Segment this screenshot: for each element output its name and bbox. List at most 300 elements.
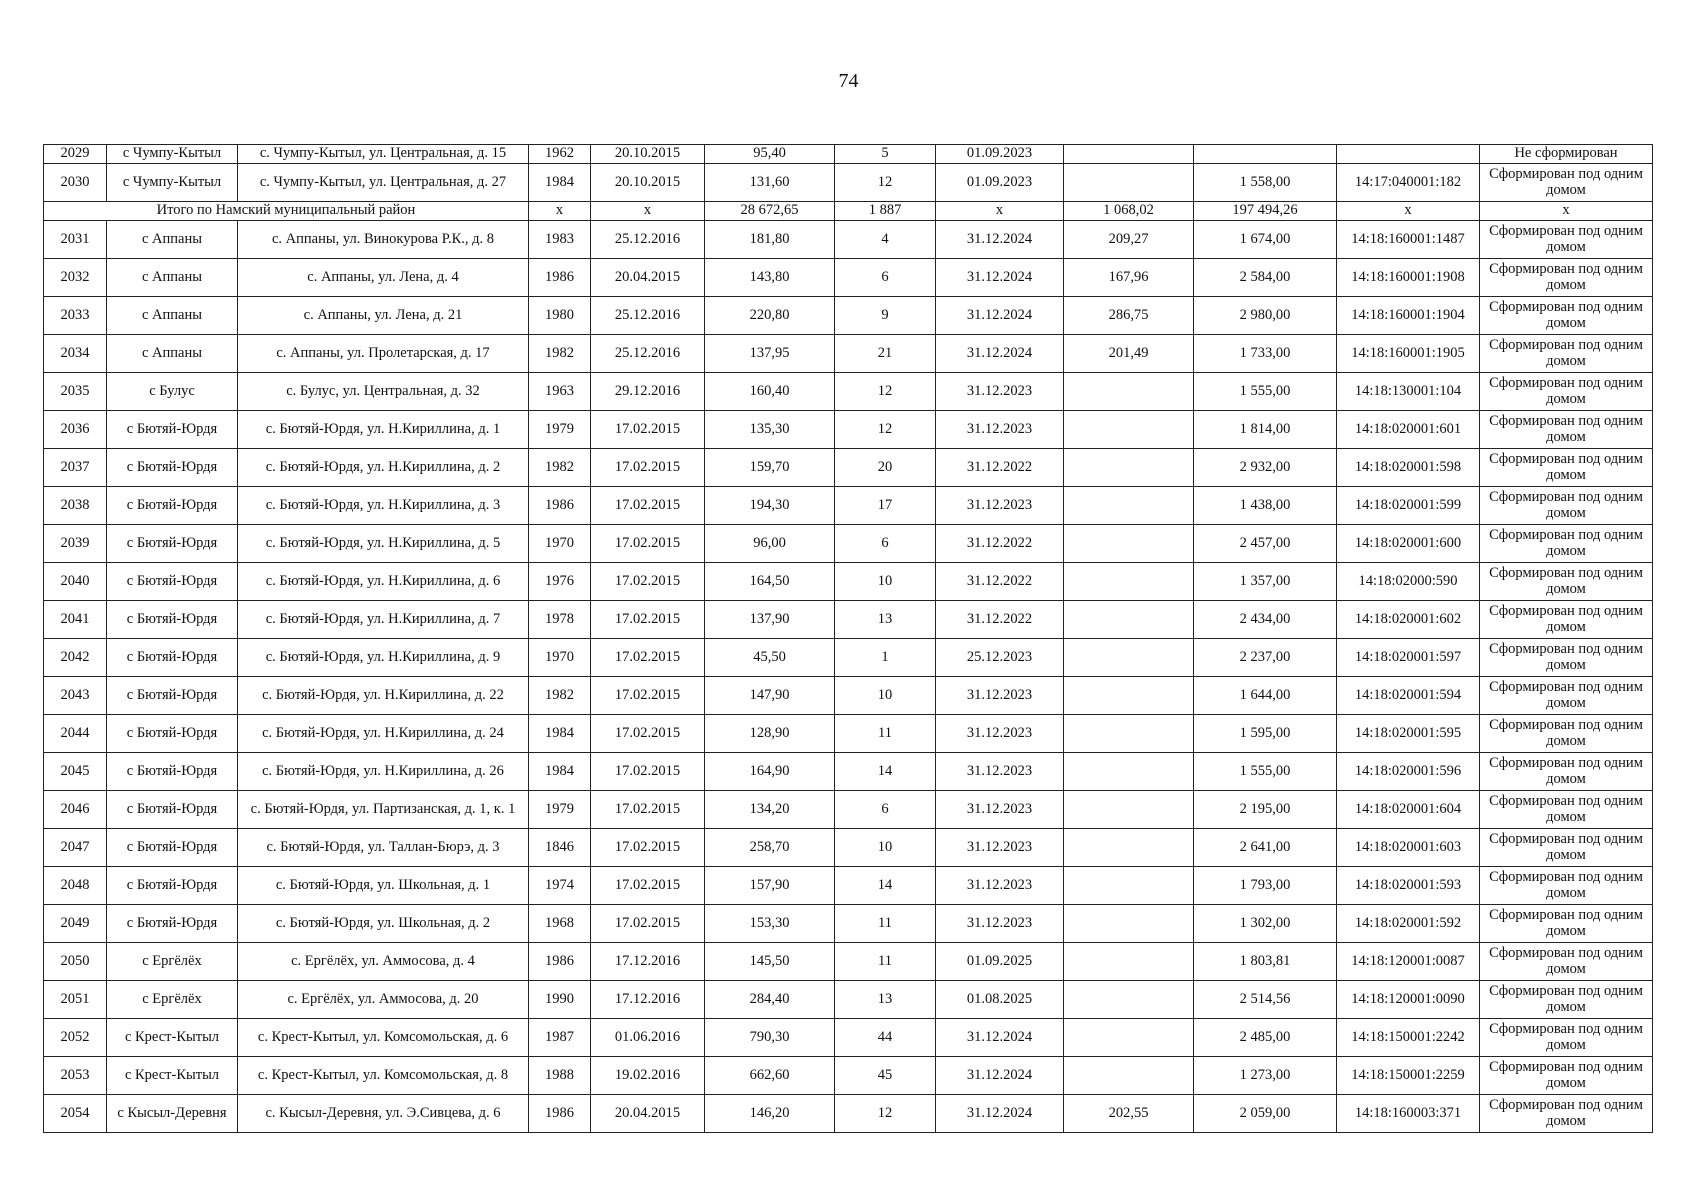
cost-cell <box>1064 525 1194 563</box>
cadastral-cell: 14:18:020001:603 <box>1337 829 1480 867</box>
cadastral-cell: 14:18:020001:597 <box>1337 639 1480 677</box>
cadastral-cell: 14:18:020001:604 <box>1337 791 1480 829</box>
table-row <box>44 335 1653 373</box>
value-cell: 2 237,00 <box>1194 639 1337 677</box>
date-cell: 19.02.2016 <box>591 1057 705 1095</box>
cadastral-cell: 14:18:120001:0090 <box>1337 981 1480 1019</box>
address-cell: с. Ергёлёх, ул. Аммосова, д. 4 <box>238 943 529 981</box>
cost-cell <box>1064 563 1194 601</box>
settlement-cell: с Бютяй-Юрдя <box>107 601 238 639</box>
area-cell: 790,30 <box>705 1019 835 1057</box>
row-number-cell: 2038 <box>44 487 107 525</box>
year-cell: 1983 <box>529 221 591 259</box>
value-cell: 2 932,00 <box>1194 449 1337 487</box>
residents-cell: 10 <box>835 563 936 601</box>
date-cell: 17.02.2015 <box>591 449 705 487</box>
row-number-cell: 2052 <box>44 1019 107 1057</box>
value-cell: 1 595,00 <box>1194 715 1337 753</box>
settlement-cell: с Бютяй-Юрдя <box>107 905 238 943</box>
area-cell: 160,40 <box>705 373 835 411</box>
cost-cell <box>1064 829 1194 867</box>
row-number-cell: 2031 <box>44 221 107 259</box>
date-cell: 17.02.2015 <box>591 791 705 829</box>
settlement-cell: с Чумпу-Кытыл <box>107 164 238 202</box>
row-number-cell: 2053 <box>44 1057 107 1095</box>
status-cell: Сформирован под одним домом <box>1480 1057 1653 1095</box>
year-cell: 1987 <box>529 1019 591 1057</box>
area-cell: 137,95 <box>705 335 835 373</box>
year-cell: 1978 <box>529 601 591 639</box>
status-cell: Сформирован под одним домом <box>1480 335 1653 373</box>
total-label: Итого по Намский муниципальный район <box>44 202 529 221</box>
row-number-cell: 2042 <box>44 639 107 677</box>
date-cell: 17.02.2015 <box>591 487 705 525</box>
value-cell: 2 434,00 <box>1194 601 1337 639</box>
deadline-cell: 31.12.2023 <box>936 677 1064 715</box>
row-number-cell: 2032 <box>44 259 107 297</box>
date-cell: 17.02.2015 <box>591 829 705 867</box>
settlement-cell: с Крест-Кытыл <box>107 1057 238 1095</box>
row-number-cell: 2036 <box>44 411 107 449</box>
table-row <box>44 981 1653 1019</box>
value-cell: 1 555,00 <box>1194 373 1337 411</box>
residents-cell: 17 <box>835 487 936 525</box>
table-row <box>44 715 1653 753</box>
status-cell: Не сформирован <box>1480 145 1653 164</box>
deadline-cell: 31.12.2024 <box>936 335 1064 373</box>
year-cell: 1976 <box>529 563 591 601</box>
residents-cell: 6 <box>835 791 936 829</box>
value-cell: 2 059,00 <box>1194 1095 1337 1133</box>
total-deadline-cell: х <box>936 202 1064 221</box>
row-number-cell: 2046 <box>44 791 107 829</box>
status-cell: Сформирован под одним домом <box>1480 164 1653 202</box>
address-cell: с. Бютяй-Юрдя, ул. Школьная, д. 2 <box>238 905 529 943</box>
year-cell: 1988 <box>529 1057 591 1095</box>
status-cell: Сформирован под одним домом <box>1480 715 1653 753</box>
cadastral-cell: 14:18:160001:1487 <box>1337 221 1480 259</box>
status-cell: Сформирован под одним домом <box>1480 601 1653 639</box>
settlement-cell: с Кысыл-Деревня <box>107 1095 238 1133</box>
cost-cell <box>1064 791 1194 829</box>
cost-cell <box>1064 601 1194 639</box>
deadline-cell: 31.12.2024 <box>936 1019 1064 1057</box>
cadastral-cell <box>1337 145 1480 164</box>
residents-cell: 44 <box>835 1019 936 1057</box>
settlement-cell: с Аппаны <box>107 297 238 335</box>
area-cell: 95,40 <box>705 145 835 164</box>
settlement-cell: с Бютяй-Юрдя <box>107 639 238 677</box>
status-cell: Сформирован под одним домом <box>1480 981 1653 1019</box>
row-number-cell: 2030 <box>44 164 107 202</box>
value-cell: 1 793,00 <box>1194 867 1337 905</box>
year-cell: 1968 <box>529 905 591 943</box>
cadastral-cell: 14:18:160001:1904 <box>1337 297 1480 335</box>
value-cell: 1 438,00 <box>1194 487 1337 525</box>
registry-body <box>44 145 1653 1133</box>
year-cell: 1846 <box>529 829 591 867</box>
cost-cell: 201,49 <box>1064 335 1194 373</box>
deadline-cell: 31.12.2024 <box>936 1057 1064 1095</box>
area-cell: 258,70 <box>705 829 835 867</box>
deadline-cell: 31.12.2024 <box>936 259 1064 297</box>
table-row <box>44 1057 1653 1095</box>
settlement-cell: с Бютяй-Юрдя <box>107 563 238 601</box>
table-row <box>44 791 1653 829</box>
cost-cell <box>1064 1019 1194 1057</box>
status-cell: Сформирован под одним домом <box>1480 753 1653 791</box>
cost-cell <box>1064 1057 1194 1095</box>
table-row <box>44 297 1653 335</box>
table-row <box>44 221 1653 259</box>
deadline-cell: 31.12.2023 <box>936 373 1064 411</box>
cadastral-cell: 14:18:02000:590 <box>1337 563 1480 601</box>
date-cell: 29.12.2016 <box>591 373 705 411</box>
area-cell: 194,30 <box>705 487 835 525</box>
total-c2-cell: 197 494,26 <box>1194 202 1337 221</box>
date-cell: 20.10.2015 <box>591 164 705 202</box>
total-residents-cell: 1 887 <box>835 202 936 221</box>
address-cell: с. Бютяй-Юрдя, ул. Н.Кириллина, д. 9 <box>238 639 529 677</box>
deadline-cell: 31.12.2023 <box>936 715 1064 753</box>
address-cell: с. Бютяй-Юрдя, ул. Н.Кириллина, д. 5 <box>238 525 529 563</box>
row-number-cell: 2049 <box>44 905 107 943</box>
settlement-cell: с Бютяй-Юрдя <box>107 677 238 715</box>
cost-cell <box>1064 449 1194 487</box>
date-cell: 17.02.2015 <box>591 639 705 677</box>
status-cell: Сформирован под одним домом <box>1480 1019 1653 1057</box>
cadastral-cell: 14:18:150001:2242 <box>1337 1019 1480 1057</box>
area-cell: 45,50 <box>705 639 835 677</box>
residents-cell: 13 <box>835 981 936 1019</box>
residents-cell: 12 <box>835 411 936 449</box>
date-cell: 20.10.2015 <box>591 145 705 164</box>
address-cell: с. Булус, ул. Центральная, д. 32 <box>238 373 529 411</box>
year-cell: 1990 <box>529 981 591 1019</box>
status-cell: Сформирован под одним домом <box>1480 411 1653 449</box>
value-cell: 1 814,00 <box>1194 411 1337 449</box>
table-row <box>44 867 1653 905</box>
deadline-cell: 31.12.2023 <box>936 753 1064 791</box>
value-cell: 1 302,00 <box>1194 905 1337 943</box>
address-cell: с. Чумпу-Кытыл, ул. Центральная, д. 15 <box>238 145 529 164</box>
year-cell: 1986 <box>529 1095 591 1133</box>
year-cell: 1986 <box>529 259 591 297</box>
area-cell: 164,90 <box>705 753 835 791</box>
settlement-cell: с Бютяй-Юрдя <box>107 791 238 829</box>
table-row <box>44 525 1653 563</box>
status-cell: Сформирован под одним домом <box>1480 639 1653 677</box>
total-date-cell: х <box>591 202 705 221</box>
cadastral-cell: 14:18:160001:1908 <box>1337 259 1480 297</box>
row-number-cell: 2040 <box>44 563 107 601</box>
value-cell: 2 641,00 <box>1194 829 1337 867</box>
address-cell: с. Бютяй-Юрдя, ул. Н.Кириллина, д. 1 <box>238 411 529 449</box>
cadastral-cell: 14:18:020001:596 <box>1337 753 1480 791</box>
residents-cell: 6 <box>835 259 936 297</box>
deadline-cell: 31.12.2023 <box>936 411 1064 449</box>
residents-cell: 9 <box>835 297 936 335</box>
date-cell: 17.02.2015 <box>591 525 705 563</box>
deadline-cell: 31.12.2022 <box>936 525 1064 563</box>
date-cell: 17.12.2016 <box>591 943 705 981</box>
row-number-cell: 2047 <box>44 829 107 867</box>
status-cell: Сформирован под одним домом <box>1480 449 1653 487</box>
area-cell: 662,60 <box>705 1057 835 1095</box>
status-cell: Сформирован под одним домом <box>1480 259 1653 297</box>
address-cell: с. Чумпу-Кытыл, ул. Центральная, д. 27 <box>238 164 529 202</box>
address-cell: с. Крест-Кытыл, ул. Комсомольская, д. 6 <box>238 1019 529 1057</box>
residents-cell: 10 <box>835 829 936 867</box>
residents-cell: 13 <box>835 601 936 639</box>
table-row <box>44 943 1653 981</box>
date-cell: 17.02.2015 <box>591 677 705 715</box>
address-cell: с. Бютяй-Юрдя, ул. Н.Кириллина, д. 24 <box>238 715 529 753</box>
area-cell: 164,50 <box>705 563 835 601</box>
cost-cell <box>1064 373 1194 411</box>
row-number-cell: 2033 <box>44 297 107 335</box>
date-cell: 17.02.2015 <box>591 411 705 449</box>
area-cell: 147,90 <box>705 677 835 715</box>
total-area-cell: 28 672,65 <box>705 202 835 221</box>
value-cell: 1 357,00 <box>1194 563 1337 601</box>
year-cell: 1979 <box>529 411 591 449</box>
year-cell: 1970 <box>529 639 591 677</box>
area-cell: 134,20 <box>705 791 835 829</box>
settlement-cell: с Ергёлёх <box>107 981 238 1019</box>
year-cell: 1984 <box>529 753 591 791</box>
address-cell: с. Бютяй-Юрдя, ул. Н.Кириллина, д. 6 <box>238 563 529 601</box>
status-cell: Сформирован под одним домом <box>1480 677 1653 715</box>
row-number-cell: 2044 <box>44 715 107 753</box>
status-cell: Сформирован под одним домом <box>1480 221 1653 259</box>
residents-cell: 12 <box>835 1095 936 1133</box>
table-row <box>44 601 1653 639</box>
year-cell: 1982 <box>529 449 591 487</box>
status-cell: Сформирован под одним домом <box>1480 373 1653 411</box>
row-number-cell: 2050 <box>44 943 107 981</box>
cost-cell <box>1064 981 1194 1019</box>
address-cell: с. Бютяй-Юрдя, ул. Партизанская, д. 1, к. 1 <box>238 791 529 829</box>
settlement-cell: с Чумпу-Кытыл <box>107 145 238 164</box>
area-cell: 137,90 <box>705 601 835 639</box>
table-row <box>44 145 1653 164</box>
value-cell <box>1194 145 1337 164</box>
address-cell: с. Ергёлёх, ул. Аммосова, д. 20 <box>238 981 529 1019</box>
row-number-cell: 2045 <box>44 753 107 791</box>
residents-cell: 12 <box>835 373 936 411</box>
settlement-cell: с Бютяй-Юрдя <box>107 411 238 449</box>
deadline-cell: 01.09.2023 <box>936 164 1064 202</box>
value-cell: 2 584,00 <box>1194 259 1337 297</box>
date-cell: 17.02.2015 <box>591 905 705 943</box>
address-cell: с. Бютяй-Юрдя, ул. Н.Кириллина, д. 26 <box>238 753 529 791</box>
table-row <box>44 449 1653 487</box>
deadline-cell: 31.12.2023 <box>936 905 1064 943</box>
residents-cell: 11 <box>835 715 936 753</box>
area-cell: 135,30 <box>705 411 835 449</box>
cadastral-cell: 14:18:150001:2259 <box>1337 1057 1480 1095</box>
value-cell: 1 558,00 <box>1194 164 1337 202</box>
deadline-cell: 31.12.2023 <box>936 487 1064 525</box>
cost-cell <box>1064 867 1194 905</box>
cadastral-cell: 14:18:160001:1905 <box>1337 335 1480 373</box>
year-cell: 1974 <box>529 867 591 905</box>
area-cell: 131,60 <box>705 164 835 202</box>
table-row <box>44 829 1653 867</box>
status-cell: Сформирован под одним домом <box>1480 1095 1653 1133</box>
address-cell: с. Бютяй-Юрдя, ул. Н.Кириллина, д. 3 <box>238 487 529 525</box>
address-cell: с. Кысыл-Деревня, ул. Э.Сивцева, д. 6 <box>238 1095 529 1133</box>
settlement-cell: с Аппаны <box>107 335 238 373</box>
date-cell: 17.02.2015 <box>591 715 705 753</box>
status-cell: Сформирован под одним домом <box>1480 943 1653 981</box>
value-cell: 2 485,00 <box>1194 1019 1337 1057</box>
cost-cell <box>1064 943 1194 981</box>
table-row <box>44 411 1653 449</box>
table-row <box>44 373 1653 411</box>
deadline-cell: 31.12.2023 <box>936 867 1064 905</box>
area-cell: 220,80 <box>705 297 835 335</box>
cost-cell <box>1064 164 1194 202</box>
cost-cell <box>1064 753 1194 791</box>
housing-registry-table <box>43 144 1653 1133</box>
cost-cell <box>1064 145 1194 164</box>
cadastral-cell: 14:17:040001:182 <box>1337 164 1480 202</box>
year-cell: 1980 <box>529 297 591 335</box>
cost-cell <box>1064 905 1194 943</box>
deadline-cell: 31.12.2024 <box>936 221 1064 259</box>
deadline-cell: 31.12.2023 <box>936 791 1064 829</box>
total-c1-cell: 1 068,02 <box>1064 202 1194 221</box>
year-cell: 1984 <box>529 164 591 202</box>
cadastral-cell: 14:18:020001:599 <box>1337 487 1480 525</box>
cadastral-cell: 14:18:120001:0087 <box>1337 943 1480 981</box>
residents-cell: 20 <box>835 449 936 487</box>
year-cell: 1986 <box>529 487 591 525</box>
status-cell: Сформирован под одним домом <box>1480 791 1653 829</box>
row-number-cell: 2037 <box>44 449 107 487</box>
area-cell: 159,70 <box>705 449 835 487</box>
area-cell: 146,20 <box>705 1095 835 1133</box>
area-cell: 181,80 <box>705 221 835 259</box>
settlement-cell: с Бютяй-Юрдя <box>107 449 238 487</box>
date-cell: 17.02.2015 <box>591 601 705 639</box>
total-year-cell: х <box>529 202 591 221</box>
address-cell: с. Крест-Кытыл, ул. Комсомольская, д. 8 <box>238 1057 529 1095</box>
date-cell: 17.02.2015 <box>591 867 705 905</box>
address-cell: с. Бютяй-Юрдя, ул. Школьная, д. 1 <box>238 867 529 905</box>
cost-cell <box>1064 487 1194 525</box>
cost-cell <box>1064 411 1194 449</box>
status-cell: Сформирован под одним домом <box>1480 829 1653 867</box>
settlement-cell: с Бютяй-Юрдя <box>107 753 238 791</box>
date-cell: 01.06.2016 <box>591 1019 705 1057</box>
cadastral-cell: 14:18:020001:593 <box>1337 867 1480 905</box>
year-cell: 1962 <box>529 145 591 164</box>
residents-cell: 4 <box>835 221 936 259</box>
deadline-cell: 01.09.2023 <box>936 145 1064 164</box>
residents-cell: 10 <box>835 677 936 715</box>
settlement-cell: с Булус <box>107 373 238 411</box>
address-cell: с. Бютяй-Юрдя, ул. Н.Кириллина, д. 7 <box>238 601 529 639</box>
area-cell: 96,00 <box>705 525 835 563</box>
cadastral-cell: 14:18:160003:371 <box>1337 1095 1480 1133</box>
value-cell: 1 644,00 <box>1194 677 1337 715</box>
cost-cell <box>1064 715 1194 753</box>
address-cell: с. Бютяй-Юрдя, ул. Н.Кириллина, д. 2 <box>238 449 529 487</box>
table-row <box>44 639 1653 677</box>
total-status-cell: х <box>1480 202 1653 221</box>
table-row <box>44 905 1653 943</box>
status-cell: Сформирован под одним домом <box>1480 563 1653 601</box>
date-cell: 25.12.2016 <box>591 221 705 259</box>
settlement-cell: с Аппаны <box>107 221 238 259</box>
row-number-cell: 2041 <box>44 601 107 639</box>
status-cell: Сформирован под одним домом <box>1480 525 1653 563</box>
area-cell: 128,90 <box>705 715 835 753</box>
row-number-cell: 2054 <box>44 1095 107 1133</box>
value-cell: 1 555,00 <box>1194 753 1337 791</box>
residents-cell: 6 <box>835 525 936 563</box>
row-number-cell: 2048 <box>44 867 107 905</box>
date-cell: 17.02.2015 <box>591 753 705 791</box>
area-cell: 153,30 <box>705 905 835 943</box>
cadastral-cell: 14:18:020001:595 <box>1337 715 1480 753</box>
address-cell: с. Аппаны, ул. Лена, д. 4 <box>238 259 529 297</box>
address-cell: с. Бютяй-Юрдя, ул. Таллан-Бюрэ, д. 3 <box>238 829 529 867</box>
value-cell: 1 733,00 <box>1194 335 1337 373</box>
deadline-cell: 31.12.2022 <box>936 449 1064 487</box>
settlement-cell: с Бютяй-Юрдя <box>107 487 238 525</box>
settlement-cell: с Бютяй-Юрдя <box>107 525 238 563</box>
area-cell: 145,50 <box>705 943 835 981</box>
row-number-cell: 2051 <box>44 981 107 1019</box>
table-row <box>44 753 1653 791</box>
cost-cell: 167,96 <box>1064 259 1194 297</box>
residents-cell: 14 <box>835 753 936 791</box>
cadastral-cell: 14:18:130001:104 <box>1337 373 1480 411</box>
area-cell: 284,40 <box>705 981 835 1019</box>
status-cell: Сформирован под одним домом <box>1480 487 1653 525</box>
status-cell: Сформирован под одним домом <box>1480 905 1653 943</box>
residents-cell: 1 <box>835 639 936 677</box>
cost-cell <box>1064 677 1194 715</box>
date-cell: 20.04.2015 <box>591 1095 705 1133</box>
settlement-cell: с Крест-Кытыл <box>107 1019 238 1057</box>
deadline-cell: 31.12.2024 <box>936 297 1064 335</box>
cost-cell <box>1064 639 1194 677</box>
year-cell: 1982 <box>529 335 591 373</box>
row-number-cell: 2034 <box>44 335 107 373</box>
total-row <box>44 202 1653 221</box>
page-number: 74 <box>838 70 859 92</box>
year-cell: 1970 <box>529 525 591 563</box>
cadastral-cell: 14:18:020001:592 <box>1337 905 1480 943</box>
deadline-cell: 31.12.2022 <box>936 601 1064 639</box>
table-row <box>44 1019 1653 1057</box>
residents-cell: 5 <box>835 145 936 164</box>
deadline-cell: 31.12.2022 <box>936 563 1064 601</box>
row-number-cell: 2039 <box>44 525 107 563</box>
settlement-cell: с Бютяй-Юрдя <box>107 867 238 905</box>
value-cell: 2 457,00 <box>1194 525 1337 563</box>
value-cell: 2 980,00 <box>1194 297 1337 335</box>
value-cell: 1 273,00 <box>1194 1057 1337 1095</box>
cost-cell: 286,75 <box>1064 297 1194 335</box>
date-cell: 20.04.2015 <box>591 259 705 297</box>
residents-cell: 12 <box>835 164 936 202</box>
